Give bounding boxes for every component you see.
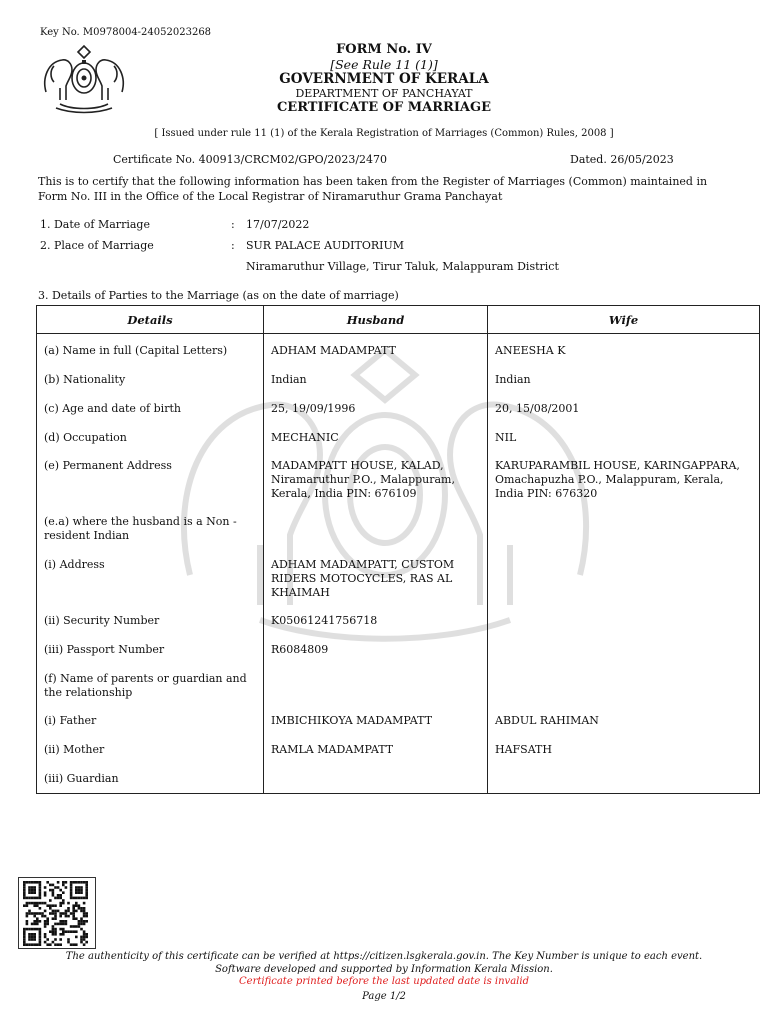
husband-value: MECHANIC	[264, 431, 488, 459]
government-title: GOVERNMENT OF KERALA	[279, 71, 489, 87]
section-3-heading: 3. Details of Parties to the Marriage (as on the date of marriage)	[38, 289, 399, 302]
place-of-marriage-label: 2. Place of Marriage	[40, 239, 154, 252]
wife-value: ABDUL RAHIMAN	[488, 714, 760, 743]
husband-value: ADHAM MADAMPATT	[264, 334, 488, 373]
row-label: (b) Nationality	[37, 373, 264, 402]
husband-value	[264, 772, 488, 794]
certificate-number: Certificate No. 400913/CRCM02/GPO/2023/2470	[113, 153, 388, 166]
wife-value	[488, 515, 760, 558]
husband-value: MADAMPATT HOUSE, KALAD, Niramaruthur P.O., Malappuram, Kerala, India PIN: 676109	[264, 459, 488, 515]
wife-value: Indian	[488, 373, 760, 402]
form-number: FORM No. IV	[336, 42, 432, 57]
table-row	[37, 334, 760, 373]
certification-statement: This is to certify that the following information has been taken from the Register of Marriages (Common) maintained in Form No. III in the Office of the Local Registrar of Niramaruthur Grama Panchayat	[38, 175, 708, 203]
rule-reference: [See Rule 11 (1)]	[330, 57, 438, 72]
column-header-details: Details	[37, 306, 264, 334]
qr-code-icon[interactable]	[18, 877, 96, 949]
row-label: (ii) Mother	[37, 743, 264, 772]
wife-value: ANEESHA K	[488, 334, 760, 373]
table-header-row	[37, 306, 760, 334]
husband-value: K05061241756718	[264, 614, 488, 643]
row-label: (f) Name of parents or guardian and the relationship	[37, 672, 264, 714]
table-row	[37, 515, 760, 558]
row-label: (iii) Passport Number	[37, 643, 264, 672]
software-credit: Software developed and supported by Information Kerala Mission.	[215, 964, 553, 975]
wife-value: HAFSATH	[488, 743, 760, 772]
certificate-date: Dated. 26/05/2023	[570, 153, 674, 166]
husband-value	[264, 672, 488, 714]
husband-value: 25, 19/09/1996	[264, 402, 488, 431]
page-number: Page 1/2	[362, 991, 406, 1002]
column-header-husband: Husband	[264, 306, 488, 334]
row-label: (e.a) where the husband is a Non - resident Indian	[37, 515, 264, 558]
column-header-wife: Wife	[488, 306, 760, 334]
wife-value	[488, 614, 760, 643]
row-label: (e) Permanent Address	[37, 459, 264, 515]
husband-value: Indian	[264, 373, 488, 402]
row-label: (d) Occupation	[37, 431, 264, 459]
table-row	[37, 672, 760, 714]
place-of-marriage-location: Niramaruthur Village, Tirur Taluk, Malappuram District	[246, 260, 559, 273]
husband-value: IMBICHIKOYA MADAMPATT	[264, 714, 488, 743]
issued-under-note: [ Issued under rule 11 (1) of the Kerala Registration of Marriages (Common) Rules, 2008 ]	[154, 128, 614, 139]
colon: :	[231, 239, 235, 252]
husband-value: ADHAM MADAMPATT, CUSTOM RIDERS MOTOCYCLES, RAS AL KHAIMAH	[264, 558, 488, 614]
table-row	[37, 772, 760, 794]
validity-warning: Certificate printed before the last updated date is invalid	[239, 976, 529, 987]
key-number: Key No. M0978004-24052023268	[40, 27, 212, 38]
husband-value	[264, 515, 488, 558]
colon: :	[231, 218, 235, 231]
wife-value	[488, 643, 760, 672]
wife-value	[488, 772, 760, 794]
table-row	[37, 459, 760, 515]
date-of-marriage-label: 1. Date of Marriage	[40, 218, 150, 231]
date-of-marriage-value: 17/07/2022	[246, 218, 310, 231]
row-label: (ii) Security Number	[37, 614, 264, 643]
wife-value: KARUPARAMBIL HOUSE, KARINGAPPARA, Omachapuzha P.O., Malappuram, Kerala, India PIN: 676320	[488, 459, 760, 515]
row-label: (i) Father	[37, 714, 264, 743]
row-label: (a) Name in full (Capital Letters)	[37, 334, 264, 373]
verification-note: The authenticity of this certificate can be verified at https://citizen.lsgkerala.gov.in. The Key Number is unique to each event.	[65, 951, 703, 962]
table-row	[37, 614, 760, 643]
table-row	[37, 558, 760, 614]
row-label: (c) Age and date of birth	[37, 402, 264, 431]
husband-value: RAMLA MADAMPATT	[264, 743, 488, 772]
table-row	[37, 373, 760, 402]
wife-value	[488, 558, 760, 614]
certificate-title: CERTIFICATE OF MARRIAGE	[276, 100, 492, 115]
parties-details-table	[36, 305, 760, 794]
department-title: DEPARTMENT OF PANCHAYAT	[295, 87, 473, 100]
wife-value: 20, 15/08/2001	[488, 402, 760, 431]
table-row	[37, 743, 760, 772]
table-row	[37, 431, 760, 459]
row-label: (i) Address	[37, 558, 264, 614]
table-row	[37, 643, 760, 672]
husband-value: R6084809	[264, 643, 488, 672]
row-label: (iii) Guardian	[37, 772, 264, 794]
table-row	[37, 714, 760, 743]
wife-value	[488, 672, 760, 714]
table-row	[37, 402, 760, 431]
wife-value: NIL	[488, 431, 760, 459]
place-of-marriage-value: SUR PALACE AUDITORIUM	[246, 239, 405, 252]
